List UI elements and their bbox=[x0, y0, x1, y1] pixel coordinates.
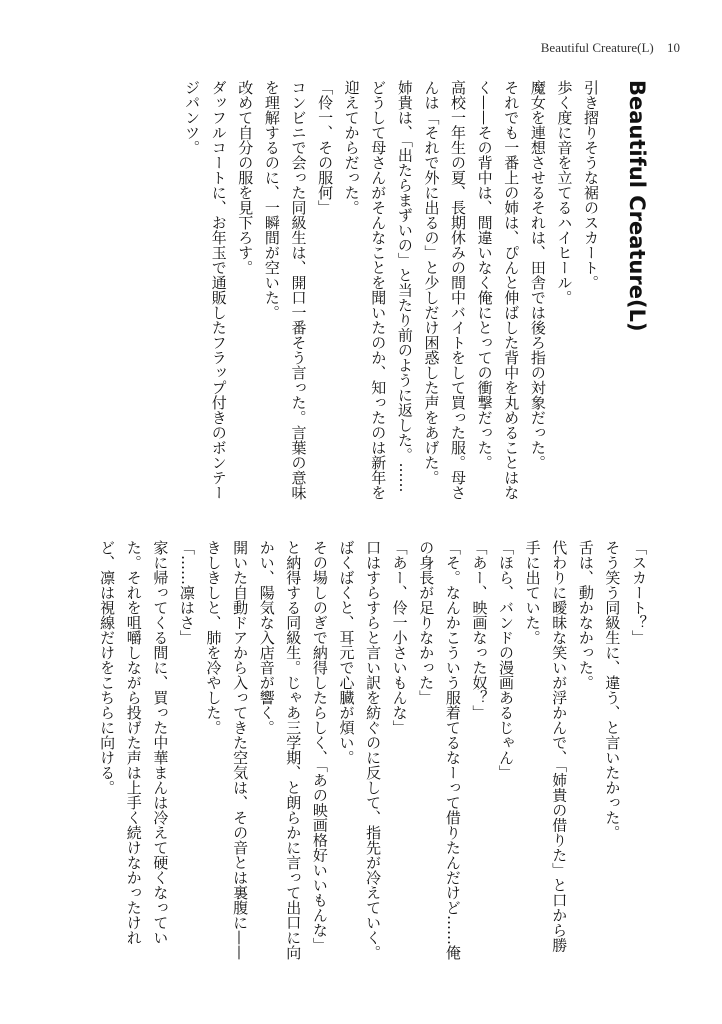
running-header bbox=[470, 40, 680, 56]
dialogue-line: 「ほら、バンドの漫画あるじゃん」 bbox=[497, 540, 516, 780]
paragraph: 魔女を連想させるそれは、田舎では後ろ指の対象だった。 bbox=[528, 80, 547, 470]
dialogue-line: 「あー、伶一小さいもんな」 bbox=[390, 540, 409, 735]
paragraph: ダッフルコートに、お年玉で通販したフラップ付きのボンテージパンツ。 bbox=[183, 80, 228, 500]
paragraph: 高校一年生の夏、長期休みの間中バイトをして買った服。母さんは「それで外に出るの」と少しだけ困惑した声をあげた。 bbox=[422, 80, 468, 500]
paragraph: コンビニで会った同級生は、開口一番そう言った。言葉の意味を理解するのに、一瞬間が空いた。 bbox=[262, 80, 308, 500]
dialogue-line: 「スカート？」 bbox=[630, 540, 648, 645]
paragraph: 引き摺りそうな裾のスカート。 bbox=[582, 80, 600, 290]
paragraph: そう笑う同級生に、違う、と言いたかった。 bbox=[603, 540, 622, 840]
dialogue-line: 「あー、映画なった奴？」 bbox=[470, 540, 489, 720]
running-header-title: Beautiful Creature(L) bbox=[540, 40, 654, 55]
paragraph: それでも一番上の姉は、ぴんと伸ばした背中を丸めることはなく——その背中は、間違いなく俺にとっての衝撃だった。 bbox=[475, 80, 521, 500]
text-block-bottom bbox=[98, 540, 652, 964]
dialogue-line: 「……凛はさ」 bbox=[177, 540, 196, 645]
paragraph: 歩く度に音を立てるハイヒール。 bbox=[555, 80, 574, 305]
story-title: Beautiful Creature(L) bbox=[625, 80, 649, 332]
paragraph: 舌は、動かなかった。 bbox=[576, 540, 595, 690]
dialogue-line: 「伶一、その服何」 bbox=[316, 80, 335, 215]
paragraph: 姉貴は、「出たらまずいの」と当たり前のように返した。……どうして母さんがそんなことを聞いたのか、知ったのは新年を迎えてからだった。 bbox=[342, 80, 414, 500]
dialogue-line: 「そ。なんかこういう服着てるなーって借りたんだけど……俺の身長が足りなかった」 bbox=[417, 540, 462, 960]
paragraph: 口はすらすらと言い訳を紡ぐのに反して、指先が冷えていく。ばくばくと、耳元で心臓が煩い。 bbox=[337, 540, 383, 960]
paragraph: 開いた自動ドアから入ってきた空気は、その音とは裏腹に——きしきしと、肺を冷やした。 bbox=[204, 540, 250, 960]
page-number: 10 bbox=[667, 40, 680, 55]
text-block-top bbox=[132, 80, 652, 504]
paragraph: 改めて自分の服を見下ろす。 bbox=[236, 80, 255, 275]
paragraph: 家に帰ってくる間に、買った中華まんは冷えて硬くなっていた。それを咀嚼しながら投げた声は上手く続けなかったけれど、凛は視線だけをこちらに向ける。 bbox=[98, 540, 170, 945]
paragraph: 代わりに曖昧な笑いが浮かんで、「姉貴の借りた」と口から勝手に出ていた。 bbox=[523, 540, 569, 953]
paragraph: その場しのぎで納得したらしく、「あの映画格好いいもんな」と納得する同級生。じゃあ三学期、と朗らかに言って出口に向かい、陽気な入店音が響く。 bbox=[257, 540, 329, 960]
